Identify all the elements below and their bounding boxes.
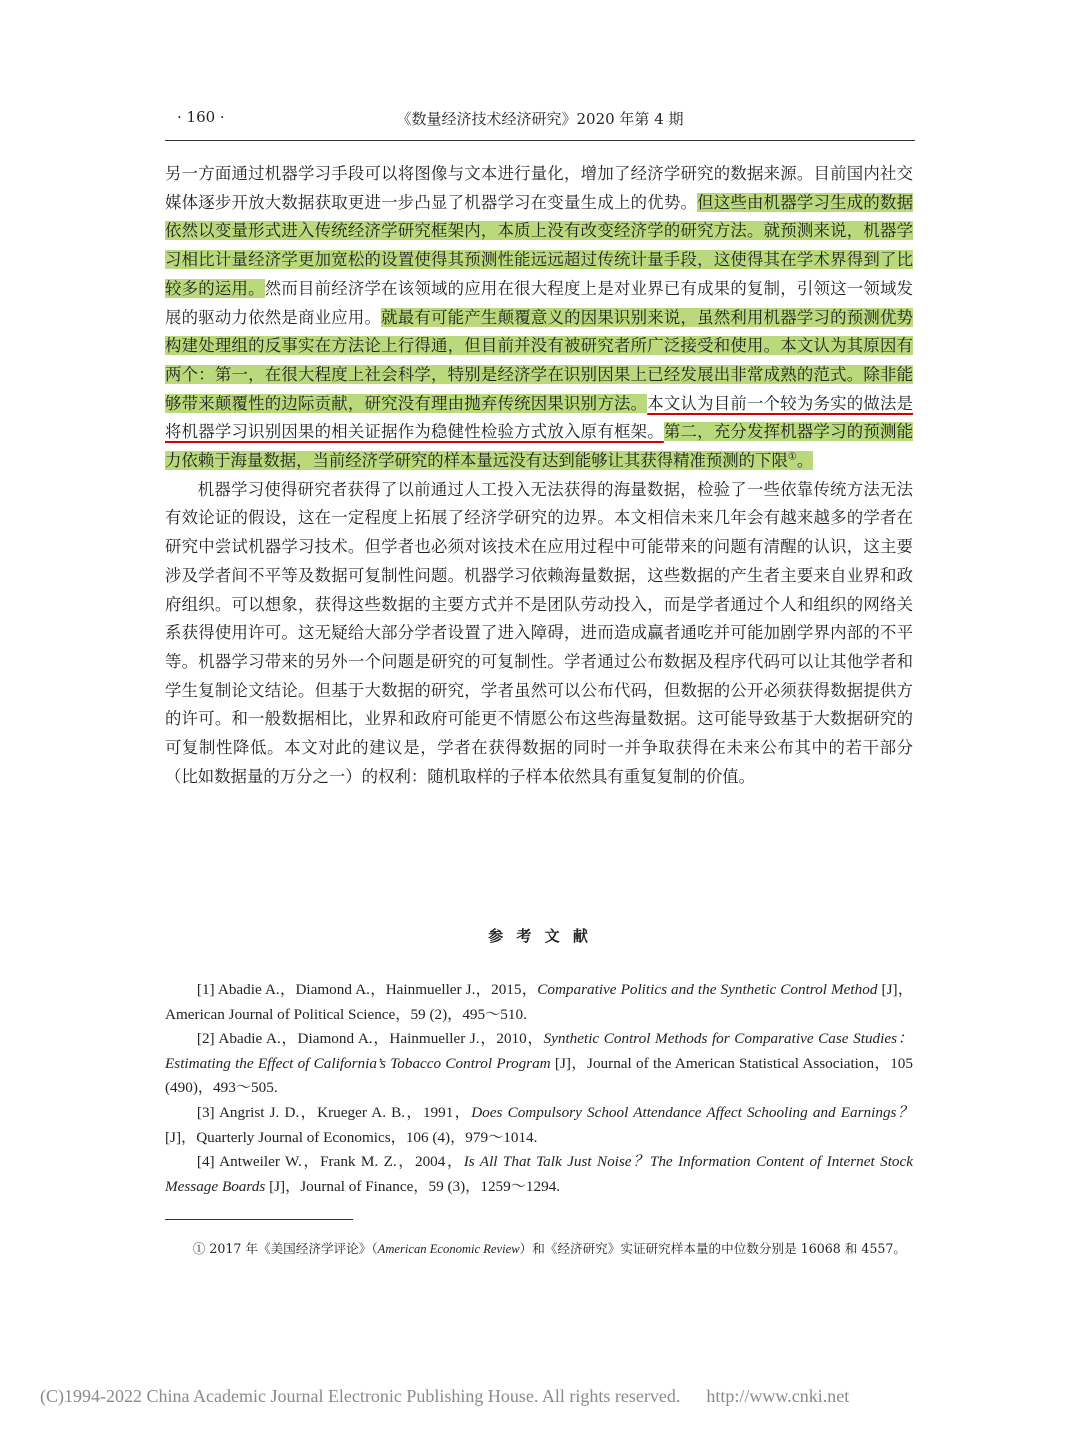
paragraph-1 bbox=[165, 160, 913, 476]
reference-title: Synthetic Control Methods for Comparative Case Studies：Estimating the Effect of California’s Tobacco Control Program bbox=[165, 1030, 913, 1072]
body-text bbox=[165, 160, 913, 791]
header-rule bbox=[165, 140, 915, 141]
reference-authors: Abadie A.，Diamond A.，Hainmueller J.，2015， bbox=[217, 981, 538, 998]
running-header bbox=[165, 106, 915, 132]
reference-authors: Antweiler W.，Frank M. Z.，2004， bbox=[219, 1153, 464, 1171]
references-title: 参 考 文 献 bbox=[488, 927, 592, 945]
p1-highlight-3-text: 第二，充分发挥机器学习的预测能力依赖于海量数据，当前经济学研究的样本量远没有达到能够让其获得精准预测的下限 bbox=[165, 422, 914, 471]
p1-highlight-2: 就最有可能产生颠覆意义的因果识别来说，虽然利用机器学习的预测优势构建处理组的反事实在方法论上行得通，但目前并没有被研究者所广泛接受和使用。本文认为其原因有两个：第一，在很大程度上社会科学，特别是经济学在识别因果上已经发展出非常成熟的范式。除非能够带来颠覆性的边际贡献，研究没有理由抛弃传统因果识别方法。 bbox=[165, 307, 914, 413]
reference-title: Comparative Politics and the Synthetic Control Method bbox=[537, 981, 878, 998]
reference-item bbox=[165, 1101, 913, 1150]
p1-highlight-1: 但这些由机器学习生成的数据依然以变量形式进入传统经济学研究框架内，本质上没有改变经济学的研究方法。就预测来说，机器学习相比计量经济学更加宽松的设置使得其预测性能远远超过传统计量手段，这使得其在学术界得到了比较多的运用。 bbox=[165, 192, 913, 298]
p1-sentence-1: 另一方面通过机器学习手段可以将图像与文本进行量化，增加了经济学研究的数据来源。目前国内社交媒体逐步开放大数据获取更进一步凸显了机器学习在变量生成上的优势。 bbox=[165, 164, 913, 212]
copyright-url[interactable]: http://www.cnki.net bbox=[706, 1386, 850, 1406]
footnote-text-post: ）和《经济研究》实证研究样本量的中位数分别是 16068 和 4557。 bbox=[519, 1241, 906, 1256]
reference-label: [2] bbox=[196, 1030, 215, 1048]
reference-title: Does Compulsory School Attendance Affect Schooling and Earnings？ bbox=[471, 1103, 913, 1121]
footnote-text-pre: 2017 年《美国经济学评论》（ bbox=[209, 1241, 378, 1256]
reference-authors: Angrist J. D.，Krueger A. B.，1991， bbox=[218, 1103, 472, 1121]
copyright-notice: (C)1994-2022 China Academic Journal Electronic Publishing House. All rights reserved. bbox=[40, 1386, 681, 1406]
reference-label: [4] bbox=[196, 1153, 215, 1171]
reference-title: Is All That Talk Just Noise？The Information Content of Internet Stock Message Boards bbox=[165, 1153, 913, 1195]
copyright-line bbox=[40, 1386, 1060, 1407]
paragraph-2: 机器学习使得研究者获得了以前通过人工投入无法获得的海量数据，检验了一些依靠传统方法无法有效论证的假设，这在一定程度上拓展了经济学研究的边界。本文相信未来几年会有越来越多的学者在研究中尝试机器学习技术。但学者也必须对该技术在应用过程中可能带来的问题有清醒的认识，这主要涉及学者间不平等及数据可复制性问题。机器学习依赖海量数据，这些数据的产生者主要来自业界和政府组织。可以想象，获得这些数据的主要方式并不是团队劳动投入，而是学者通过个人和组织的网络关系获得使用许可。这无疑给大部分学者设置了进入障碍，进而造成赢者通吃并可能加剧学界内部的不平等。机器学习带来的另外一个问题是研究的可复制性。学者通过公布数据及程序代码可以让其他学者和学生复制论文结论。但基于大数据的研究，学者虽然可以公布代码，但数据的公开必须获得数据提供方的许可。和一般数据相比，业界和政府可能更不情愿公布这些海量数据。这可能导致基于大数据研究的可复制性降低。本文对此的建议是，学者在获得数据的同时一并争取获得在未来公布其中的若干部分（比如数据量的万分之一）的权利：随机取样的子样本依然具有重复复制的价值。 bbox=[165, 479, 913, 786]
reference-source: [J]，Journal of Finance，59 (3)，1259～1294. bbox=[269, 1177, 561, 1195]
reference-authors: Abadie A.，Diamond A.，Hainmueller J.，2010， bbox=[218, 1030, 544, 1048]
p1-underline: 本文认为目前一个较为务实的做法是将机器学习识别因果的相关证据作为稳健性检验方式放入原有框架。 bbox=[165, 393, 914, 442]
reference-source: [J]，Journal of the American Statistical Association，105 (490)，493～505. bbox=[165, 1054, 913, 1097]
footnote bbox=[165, 1239, 913, 1259]
reference-item bbox=[165, 1150, 913, 1199]
page-number: · 160 · bbox=[177, 108, 225, 126]
journal-issue: 《数量经济技术经济研究》2020 年第 4 期 bbox=[396, 110, 684, 128]
footnote-marker: ① bbox=[787, 451, 797, 463]
reference-label: [3] bbox=[196, 1103, 215, 1121]
reference-source: [J]，Quarterly Journal of Economics，106 (4)，979～1014. bbox=[165, 1128, 538, 1146]
references-list bbox=[165, 978, 913, 1199]
footnote-journal-en: American Economic Review bbox=[377, 1242, 520, 1256]
p1-sentence-3: 然而目前经济学在该领域的应用在很大程度上是对业界已有成果的复制，引领这一领域发展的驱动力依然是商业应用。 bbox=[165, 278, 913, 327]
footnote-rule bbox=[165, 1219, 353, 1220]
reference-source: [J]，American Journal of Political Science，59 (2)，495～510. bbox=[165, 981, 914, 1023]
reference-item bbox=[165, 1027, 913, 1101]
reference-label: [1] bbox=[196, 981, 215, 998]
footnote-mark: ① bbox=[192, 1241, 206, 1256]
reference-item bbox=[165, 978, 913, 1027]
p1-highlight-3-end: 。 bbox=[796, 451, 814, 471]
